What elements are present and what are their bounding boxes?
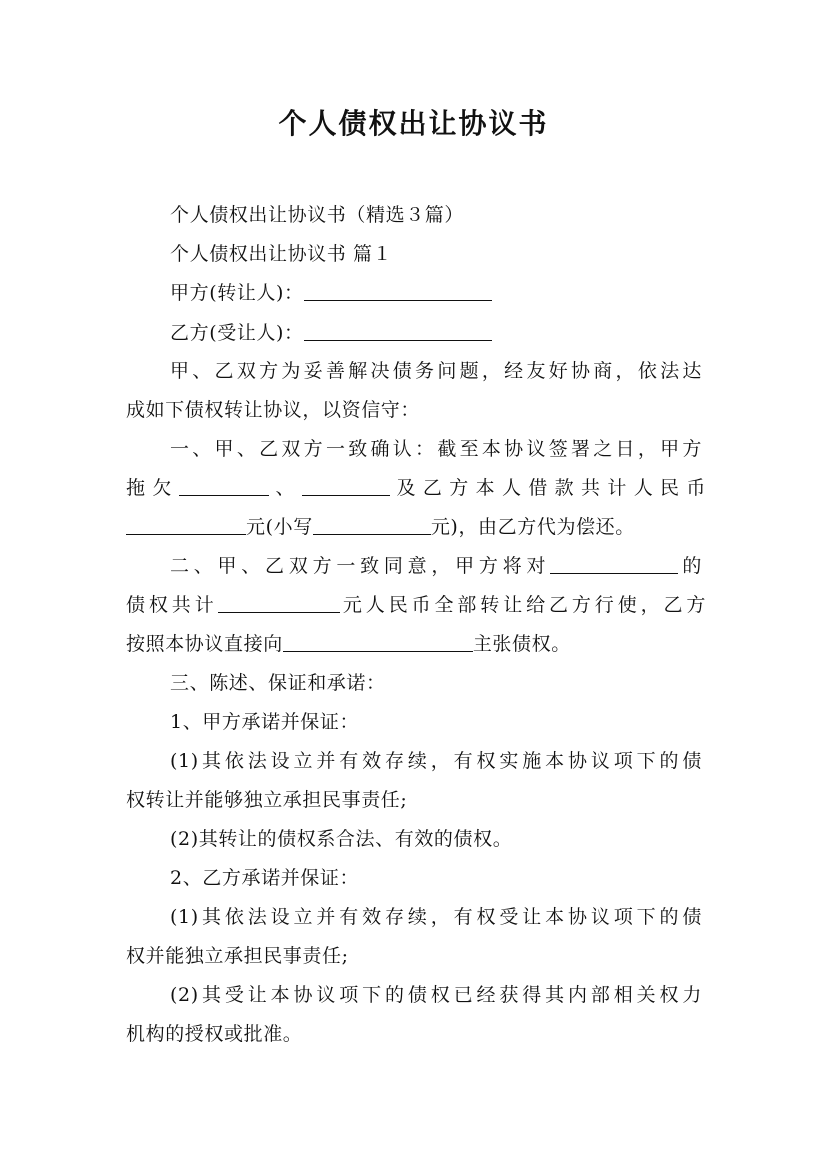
clause-1-text-c: 及乙方本人借款共计人民币 [389,477,707,499]
intro-line-2: 成如下债权转让协议，以资信守： [126,399,421,421]
clause-1-text-a: 拖欠 [126,477,179,499]
party-b-warranty-2-line-2: 机构的授权或批准。 [126,1023,303,1045]
party-b-warranty-2-line-1: (2)其受让本协议项下的债权已经获得其内部相关权力 [170,984,702,1006]
party-b-label: 乙方(受让人)： [170,322,304,344]
party-b-warranty-1-line-2: 权并能独立承担民事责任; [126,945,349,967]
debtor-blank [550,555,678,574]
clause-2-text-c: 债权共计 [126,594,218,616]
clause-1-line-2 [126,473,706,500]
party-b-warranty-1-line-1: (1)其依法设立并有效存续，有权受让本协议项下的债 [170,906,702,928]
party-a-warranty-1-line-2: 权转让并能够独立承担民事责任; [126,789,408,811]
clause-2-text-a: 二、甲、乙双方一致同意，甲方将对 [170,555,551,577]
clause-1-text-e: 元)，由乙方代为偿还。 [430,516,635,538]
party-b-warranty-heading: 2、乙方承诺并保证： [170,867,360,889]
section-heading: 个人债权出让协议书 篇１ [170,243,393,265]
creditor-blank-1 [179,477,269,496]
claim-target-blank [283,633,473,652]
clause-1-line-3 [126,512,706,539]
creditor-blank-2 [302,477,390,496]
clause-2-line-3 [126,629,706,656]
document-title: 个人债权出让协议书 [278,107,549,140]
party-a-warranty-2: (2)其转让的债权系合法、有效的债权。 [170,828,513,850]
clause-2-line-1 [170,551,702,578]
party-b-line [170,318,750,345]
clause-2-text-d: 元人民币全部转让给乙方行使，乙方 [339,594,706,616]
clause-2-text-b: 的 [678,555,702,577]
amount-uppercase-blank [126,516,246,535]
party-a-label: 甲方(转让人)： [170,282,304,304]
party-a-warranty-1-line-1: (1)其依法设立并有效存续，有权实施本协议项下的债 [170,750,702,772]
intro-line-1: 甲、乙双方为妥善解决债务问题，经友好协商，依法达 [170,360,702,382]
party-a-warranty-heading: 1、甲方承诺并保证： [170,711,360,733]
clause-3-heading: 三、陈述、保证和承诺： [170,672,386,694]
clause-1-separator: 、 [268,477,302,499]
clause-2-line-2 [126,590,706,617]
clause-2-text-e: 按照本协议直接向 [126,633,283,655]
party-b-blank [304,322,492,341]
amount-lowercase-blank [313,516,431,535]
party-a-blank [304,282,492,301]
party-a-line [170,278,750,305]
clause-2-text-f: 主张债权。 [472,633,571,655]
clause-1-text-d: 元(小写 [246,516,313,538]
transfer-amount-blank [218,594,340,613]
subtitle: 个人债权出让协议书（精选３篇） [170,204,465,226]
clause-1-line-1: 一、甲、乙双方一致确认：截至本协议签署之日，甲方 [170,438,702,460]
